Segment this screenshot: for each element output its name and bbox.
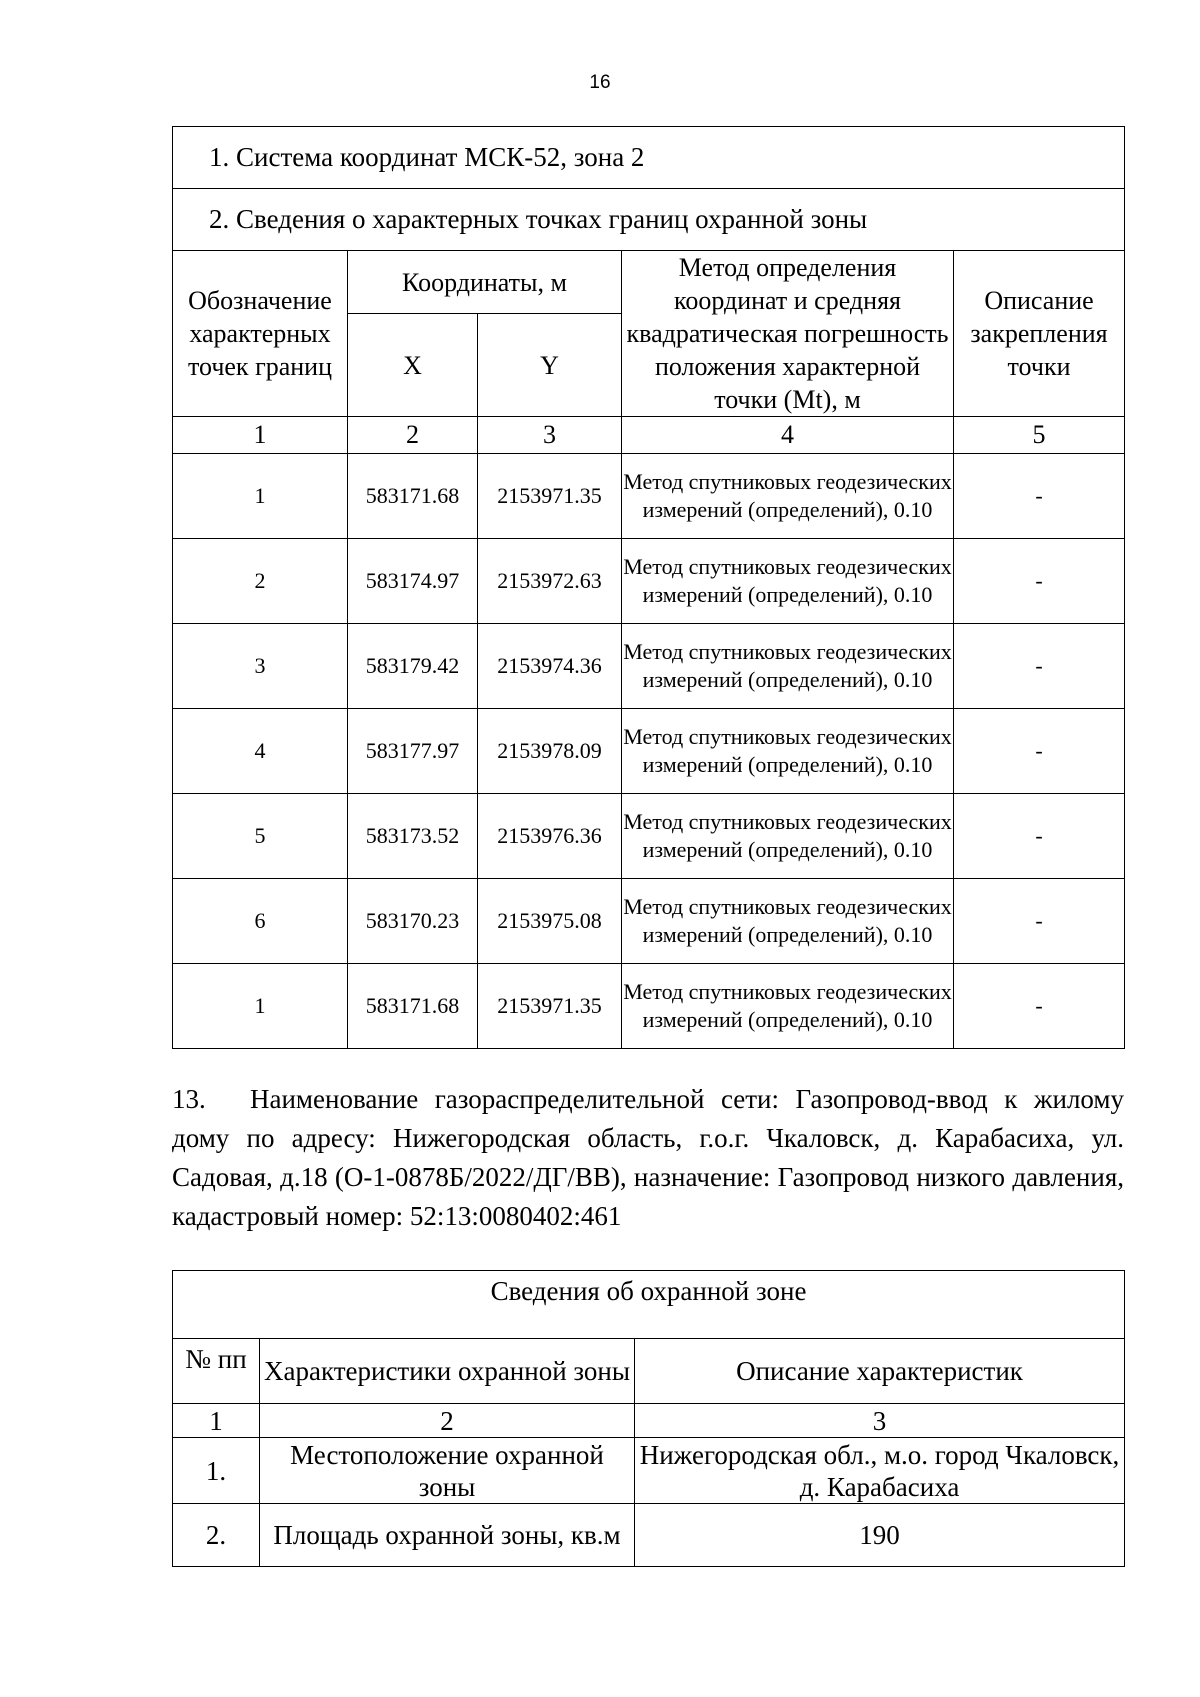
coordinate-system-heading: 1. Система координат МСК-52, зона 2 [173,127,1125,189]
characteristic-value: 190 [635,1504,1125,1567]
header-characteristic: Характеристики охранной зоны [260,1339,635,1404]
header-y: Y [478,314,622,417]
point-id: 1 [173,454,348,539]
column-number: 2 [348,417,478,454]
page-number: 16 [589,72,611,93]
header-method: Метод определения координат и средняя квадратическая погрешность положения характерной точки (Mt), м [622,251,954,417]
description-value: - [954,794,1125,879]
column-number: 1 [173,1404,260,1438]
x-value: 583171.68 [348,454,478,539]
x-value: 583179.42 [348,624,478,709]
header-x: X [348,314,478,417]
y-value: 2153976.36 [478,794,622,879]
y-value: 2153975.08 [478,879,622,964]
network-description-paragraph [172,1080,1124,1236]
y-value: 2153974.36 [478,624,622,709]
description-value: - [954,709,1125,794]
method-value: Метод спутниковых геодезических измерений (определений), 0.10 [622,709,954,794]
paragraph-number: 13. [172,1084,206,1114]
method-value: Метод спутниковых геодезических измерений (определений), 0.10 [622,624,954,709]
description-value: - [954,879,1125,964]
column-number: 4 [622,417,954,454]
point-id: 2 [173,539,348,624]
description-value: - [954,454,1125,539]
x-value: 583174.97 [348,539,478,624]
table-row [173,709,1125,794]
column-number-row [173,1404,1125,1438]
table-row [173,1438,1125,1504]
method-value: Метод спутниковых геодезических измерений (определений), 0.10 [622,539,954,624]
zone-table-title: Сведения об охранной зоне [173,1271,1125,1339]
description-value: - [954,964,1125,1049]
description-value: - [954,539,1125,624]
paragraph-text: Наименование газораспределительной сети: Газопровод-ввод к жилому дому по адресу: Нижегородская область, г.о.г. Чкаловск, д. Карабасиха, ул. Садовая, д.18 (О-1-0878Б/2022/ДГ/ВВ), назначение: Газопровод низкого давления, кадастровый номер: 52:13:0080402:461 [172,1084,1124,1231]
point-id: 6 [173,879,348,964]
y-value: 2153978.09 [478,709,622,794]
header-description: Описание закрепления точки [954,251,1125,417]
column-number: 1 [173,417,348,454]
x-value: 583171.68 [348,964,478,1049]
column-number: 2 [260,1404,635,1438]
characteristic-name: Местоположение охранной зоны [260,1438,635,1504]
column-number: 3 [635,1404,1125,1438]
method-value: Метод спутниковых геодезических измерений (определений), 0.10 [622,794,954,879]
y-value: 2153971.35 [478,964,622,1049]
table-row [173,794,1125,879]
x-value: 583177.97 [348,709,478,794]
column-number-row [173,417,1125,454]
header-characteristic-description: Описание характеристик [635,1339,1125,1404]
table-row [173,879,1125,964]
description-value: - [954,624,1125,709]
y-value: 2153972.63 [478,539,622,624]
y-value: 2153971.35 [478,454,622,539]
point-id: 5 [173,794,348,879]
method-value: Метод спутниковых геодезических измерений (определений), 0.10 [622,454,954,539]
x-value: 583170.23 [348,879,478,964]
point-id: 3 [173,624,348,709]
method-value: Метод спутниковых геодезических измерений (определений), 0.10 [622,964,954,1049]
point-id: 1 [173,964,348,1049]
header-designation: Обозначение характерных точек границ [173,251,348,417]
coordinates-table [172,126,1125,1049]
point-id: 4 [173,709,348,794]
table-row [173,454,1125,539]
column-number: 5 [954,417,1125,454]
header-coordinates: Координаты, м [348,251,622,314]
table-row [173,624,1125,709]
method-value: Метод спутниковых геодезических измерений (определений), 0.10 [622,879,954,964]
table-row [173,539,1125,624]
x-value: 583173.52 [348,794,478,879]
row-number: 2. [173,1504,260,1567]
row-number: 1. [173,1438,260,1504]
characteristic-name: Площадь охранной зоны, кв.м [260,1504,635,1567]
protection-zone-table [172,1270,1125,1567]
header-no: № пп [173,1339,260,1404]
column-number: 3 [478,417,622,454]
table-row [173,964,1125,1049]
boundary-points-heading: 2. Сведения о характерных точках границ охранной зоны [173,189,1125,251]
table-row [173,1504,1125,1567]
characteristic-value: Нижегородская обл., м.о. город Чкаловск, д. Карабасиха [635,1438,1125,1504]
